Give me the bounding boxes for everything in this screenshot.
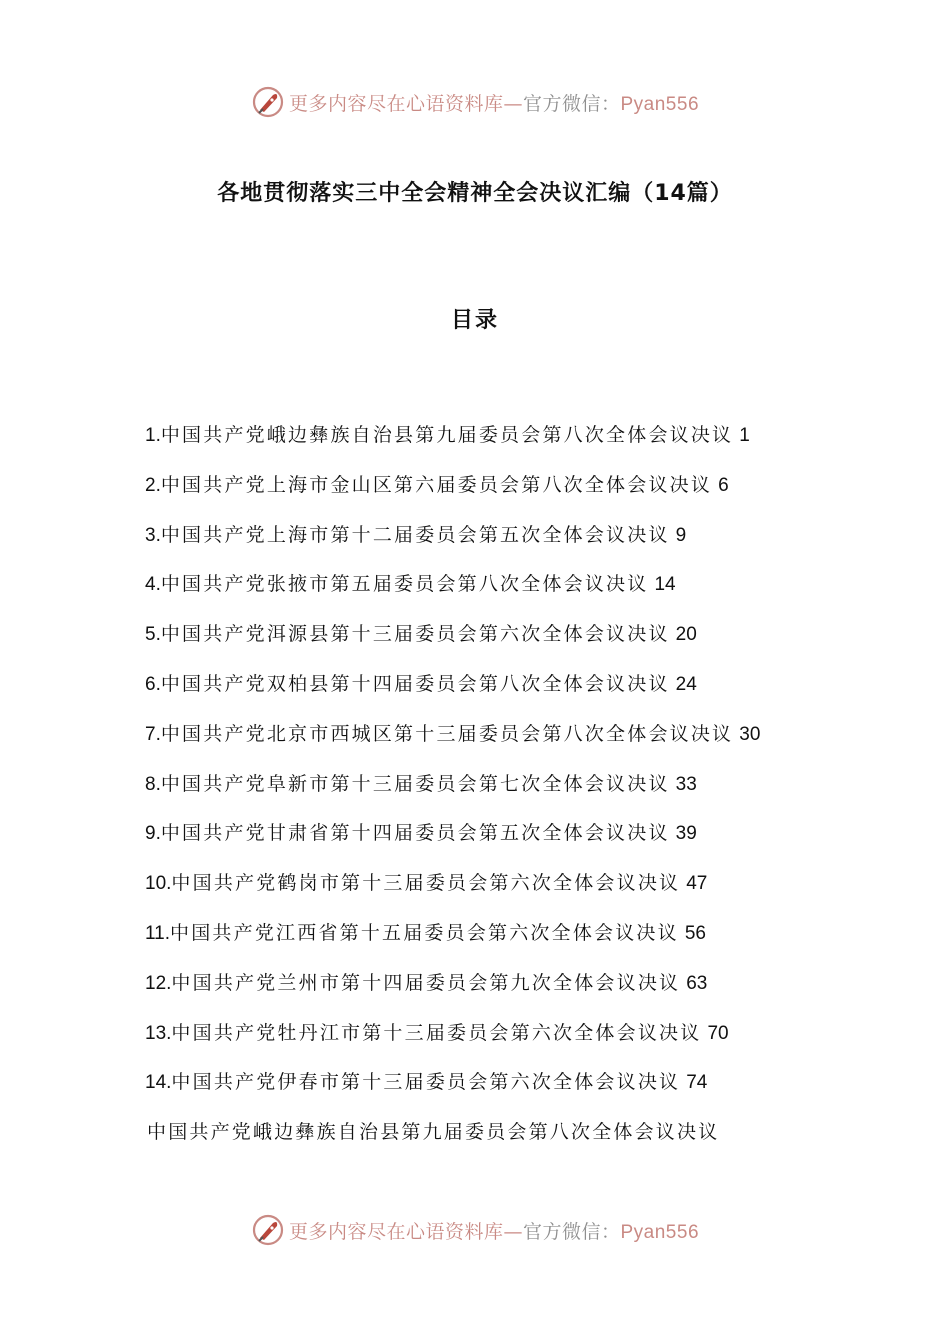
toc-heading: 目录	[450, 308, 499, 333]
toc-item-title: 中国共产党阜新市第十三届委员会第七次全体会议决议	[160, 772, 670, 795]
toc-item-number: 6.	[145, 673, 161, 695]
toc-item-page: 70	[707, 1022, 729, 1044]
toc-item-number: 13.	[145, 1022, 172, 1044]
banner-wechat-id: Pyan556	[620, 93, 700, 115]
toc-item-number: 5.	[145, 624, 161, 646]
toc-item-title: 中国共产党洱源县第十三届委员会第六次全体会议决议	[160, 623, 670, 646]
toc-item-page: 14	[654, 574, 676, 596]
toc-item-page: 30	[739, 723, 761, 745]
toc-item-page: 47	[686, 873, 708, 895]
toc-item[interactable]	[145, 768, 845, 818]
footer-banner	[0, 1210, 950, 1250]
section-heading: 中国共产党峨边彝族自治县第九届委员会第八次全体会议决议	[147, 1121, 720, 1143]
toc-item-title: 中国共产党鹤岗市第十三届委员会第六次全体会议决议	[171, 872, 681, 895]
toc-item[interactable]	[145, 618, 845, 668]
toc-item[interactable]	[145, 568, 845, 618]
table-of-contents	[145, 419, 845, 1116]
toc-item-title: 中国共产党甘肃省第十四届委员会第五次全体会议决议	[160, 822, 670, 845]
toc-item[interactable]	[145, 917, 845, 967]
toc-item-page: 6	[718, 474, 729, 496]
toc-item[interactable]	[145, 967, 845, 1017]
toc-item-title: 中国共产党峨边彝族自治县第九届委员会第八次全体会议决议	[160, 424, 734, 446]
toc-item[interactable]	[145, 419, 845, 469]
toc-item[interactable]	[145, 1066, 845, 1116]
banner-wechat-id: Pyan556	[620, 1221, 700, 1243]
toc-item[interactable]	[145, 1017, 845, 1067]
banner-official-label: 官方微信：	[522, 92, 621, 115]
banner-official-label: 官方微信：	[522, 1220, 621, 1243]
toc-item-page: 63	[686, 972, 708, 994]
toc-item-title: 中国共产党上海市金山区第六届委员会第八次全体会议决议	[160, 473, 713, 496]
toc-item-page: 74	[686, 1072, 708, 1094]
quill-pen-logo-icon	[251, 1213, 285, 1247]
toc-item[interactable]	[145, 718, 845, 768]
toc-item-title: 中国共产党牡丹江市第十三届委员会第六次全体会议决议	[171, 1021, 702, 1044]
toc-item-title: 中国共产党张掖市第五届委员会第八次全体会议决议	[160, 573, 649, 596]
toc-item[interactable]	[145, 469, 845, 519]
toc-item-number: 10.	[145, 873, 172, 895]
toc-item-number: 2.	[145, 474, 161, 496]
toc-item-page: 24	[675, 673, 697, 695]
toc-item-number: 9.	[145, 823, 161, 845]
toc-item-page: 39	[675, 823, 697, 845]
toc-item-title: 中国共产党双柏县第十四届委员会第八次全体会议决议	[160, 672, 670, 695]
toc-item-number: 1.	[145, 425, 161, 446]
toc-item[interactable]	[145, 668, 845, 718]
banner-text: 更多内容尽在心语资料库	[288, 1220, 504, 1243]
toc-item-number: 7.	[145, 723, 161, 745]
banner-text: 更多内容尽在心语资料库	[288, 92, 504, 115]
toc-item-title: 中国共产党北京市西城区第十三届委员会第八次全体会议决议	[160, 722, 734, 745]
toc-item-title: 中国共产党上海市第十二届委员会第五次全体会议决议	[160, 523, 670, 546]
banner-dash: —	[503, 92, 523, 115]
toc-item-title: 中国共产党兰州市第十四届委员会第九次全体会议决议	[171, 971, 681, 994]
toc-item-number: 14.	[145, 1072, 172, 1094]
toc-item-number: 11.	[145, 922, 171, 944]
toc-item[interactable]	[145, 867, 845, 917]
toc-item-page: 20	[675, 624, 697, 646]
toc-item-number: 8.	[145, 773, 161, 795]
toc-item-title: 中国共产党伊春市第十三届委员会第六次全体会议决议	[171, 1071, 681, 1094]
toc-item-page: 56	[684, 922, 706, 944]
toc-item[interactable]	[145, 817, 845, 867]
toc-item-number: 4.	[145, 574, 161, 596]
toc-item[interactable]	[145, 519, 845, 569]
document-title: 各地贯彻落实三中全会精神全会决议汇编（14篇）	[217, 181, 733, 206]
header-banner	[0, 82, 950, 122]
toc-item-page: 9	[675, 524, 687, 546]
toc-item-number: 3.	[145, 524, 161, 546]
toc-item-number: 12.	[145, 972, 172, 994]
toc-item-page: 1	[739, 425, 750, 446]
toc-item-title: 中国共产党江西省第十五届委员会第六次全体会议决议	[170, 921, 679, 944]
banner-dash: —	[503, 1220, 523, 1243]
quill-pen-logo-icon	[251, 85, 285, 119]
toc-item-page: 33	[675, 773, 697, 795]
